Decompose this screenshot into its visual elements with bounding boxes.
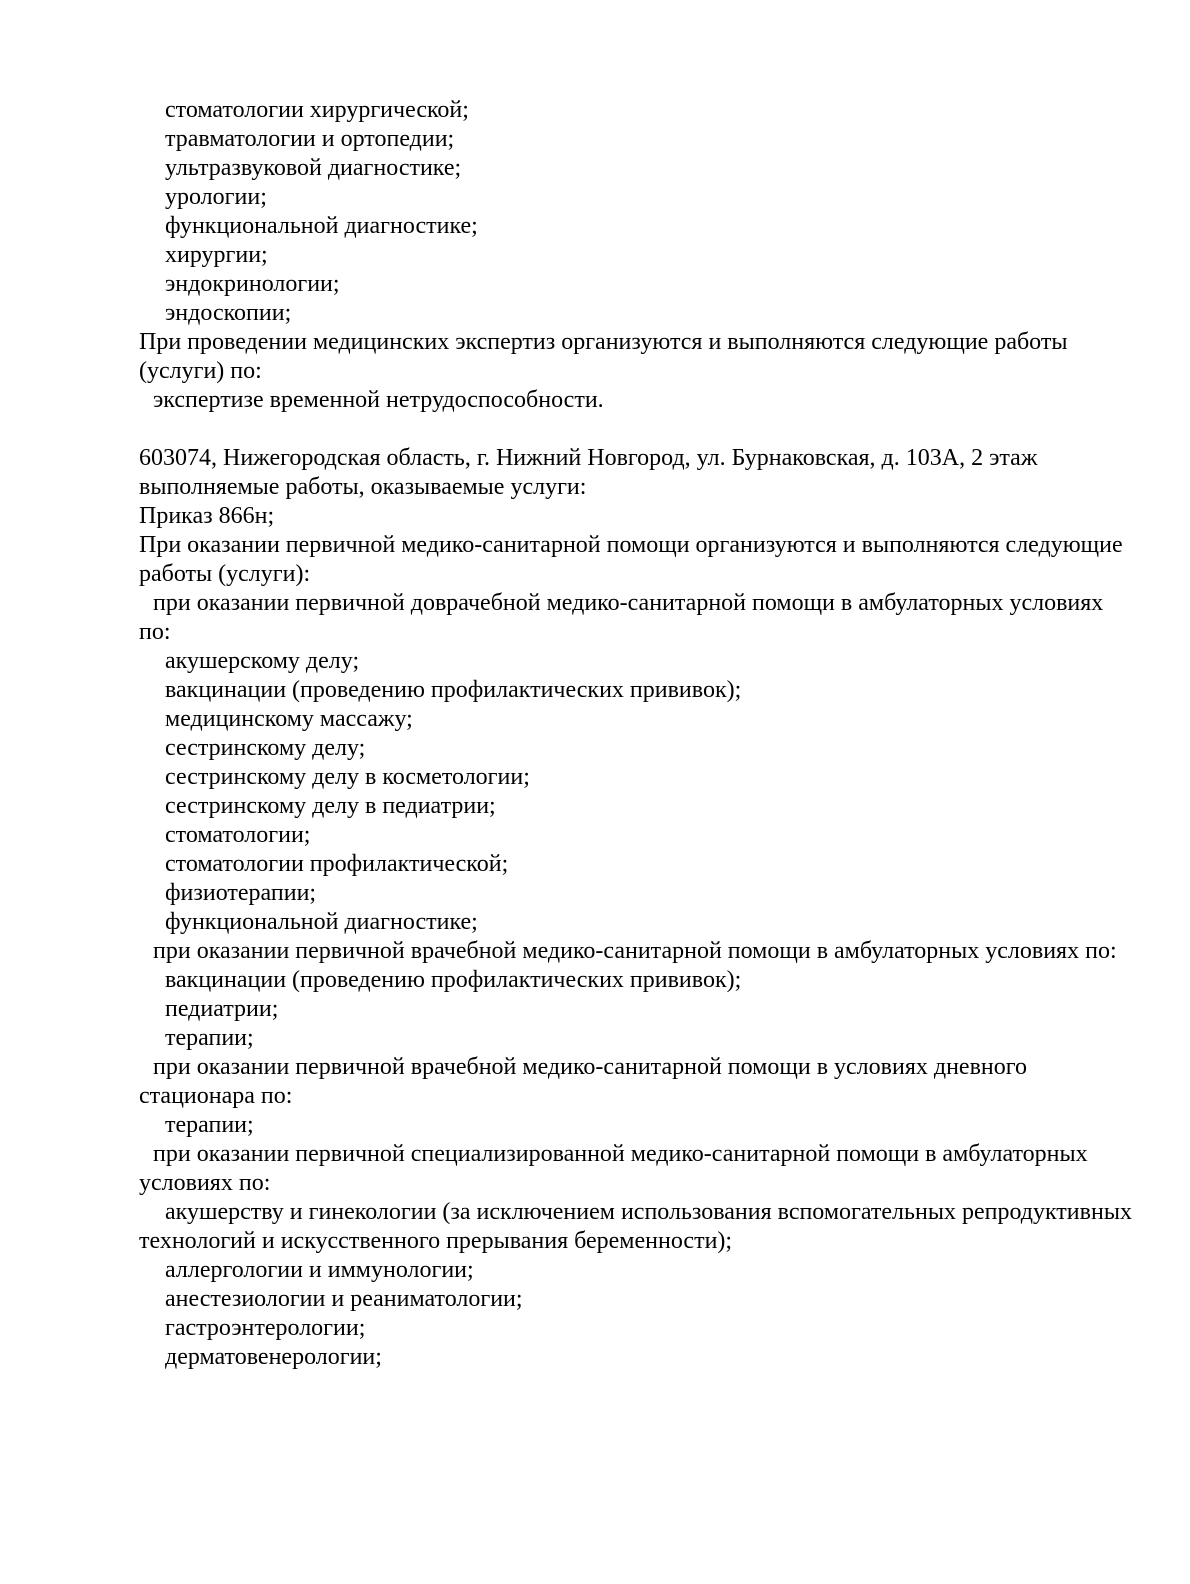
text-line: сестринскому делу;: [165, 735, 366, 761]
text-line: при оказании первичной врачебной медико-санитарной помощи в условиях дневного: [153, 1054, 1027, 1080]
text-line: акушерскому делу;: [165, 648, 360, 674]
text-line: по:: [139, 619, 171, 645]
text-line: аллергологии и иммунологии;: [165, 1257, 474, 1283]
text-line: функциональной диагностике;: [165, 909, 478, 935]
text-line: травматологии и ортопедии;: [165, 126, 455, 152]
text-line: гастроэнтерологии;: [165, 1315, 366, 1341]
text-line: стоматологии хирургической;: [165, 97, 469, 123]
text-line: терапии;: [165, 1025, 254, 1051]
text-line: сестринскому делу в педиатрии;: [165, 793, 496, 819]
text-line: стоматологии;: [165, 822, 311, 848]
text-line: физиотерапии;: [165, 880, 317, 906]
text-line: при оказании первичной врачебной медико-санитарной помощи в амбулаторных условиях по:: [153, 938, 1117, 964]
text-line: стоматологии профилактической;: [165, 851, 509, 877]
document-text-block: [139, 96, 1130, 1372]
text-line: (услуги) по:: [139, 358, 262, 384]
text-line: анестезиологии и реаниматологии;: [165, 1286, 523, 1312]
text-line: дерматовенерологии;: [165, 1344, 382, 1370]
text-line: хирургии;: [165, 242, 268, 268]
text-line: при оказании первичной специализированной медико-санитарной помощи в амбулаторных: [153, 1141, 1088, 1167]
text-line: вакцинации (проведению профилактических прививок);: [165, 677, 742, 703]
text-line: стационара по:: [139, 1083, 293, 1109]
text-line: функциональной диагностике;: [165, 213, 478, 239]
text-line: условиях по:: [139, 1170, 271, 1196]
text-line: При проведении медицинских экспертиз организуются и выполняются следующие работы: [139, 329, 1068, 355]
text-line: выполняемые работы, оказываемые услуги:: [139, 474, 587, 500]
text-line: акушерству и гинекологии (за исключением использования вспомогательных репродуктивных: [165, 1199, 1132, 1225]
text-line: педиатрии;: [165, 996, 279, 1022]
blank-line: [139, 415, 1130, 444]
text-line: эндоскопии;: [165, 300, 292, 326]
text-line: экспертизе временной нетрудоспособности.: [153, 387, 604, 413]
text-line: Приказ 866н;: [139, 503, 275, 529]
text-line: технологий и искусственного прерывания беременности);: [139, 1228, 733, 1254]
text-line: 603074, Нижегородская область, г. Нижний Новгород, ул. Бурнаковская, д. 103А, 2 этаж: [139, 445, 1038, 471]
text-line: урологии;: [165, 184, 267, 210]
text-line: эндокринологии;: [165, 271, 340, 297]
text-line: работы (услуги):: [139, 561, 311, 587]
text-line: терапии;: [165, 1112, 254, 1138]
text-line: вакцинации (проведению профилактических прививок);: [165, 967, 742, 993]
text-line: При оказании первичной медико-санитарной помощи организуются и выполняются следующие: [139, 532, 1123, 558]
text-line: ультразвуковой диагностике;: [165, 155, 462, 181]
text-line: медицинскому массажу;: [165, 706, 413, 732]
text-line: сестринскому делу в косметологии;: [165, 764, 530, 790]
text-line: при оказании первичной доврачебной медико-санитарной помощи в амбулаторных условиях: [153, 590, 1104, 616]
